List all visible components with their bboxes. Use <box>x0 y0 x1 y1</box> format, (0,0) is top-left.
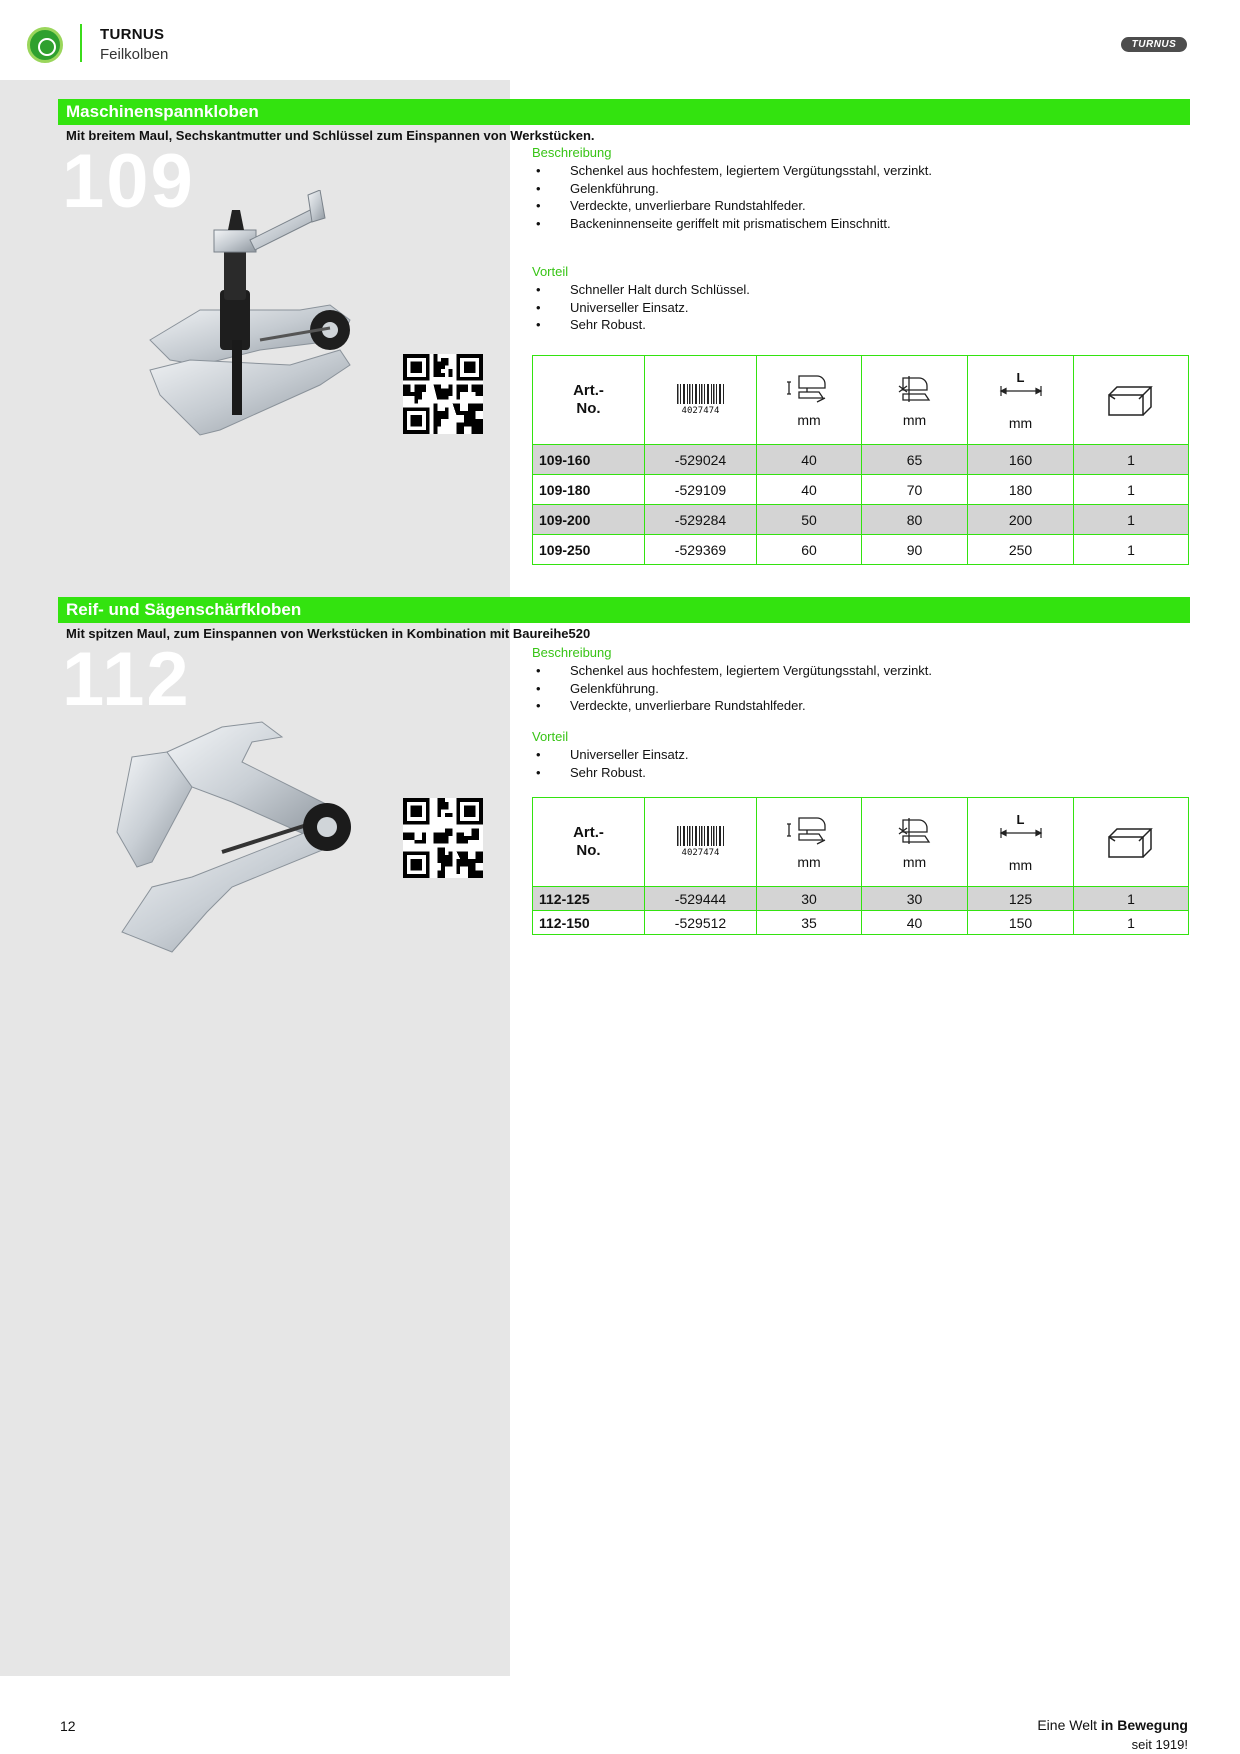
section-tagline: Mit breitem Maul, Sechskantmutter und Schlüssel zum Einspannen von Werkstücken. <box>66 128 595 143</box>
unit-label: mm <box>902 412 927 428</box>
header-package <box>1074 798 1189 887</box>
header-barcode <box>645 356 757 445</box>
table-row: 109-180 -529109 40 70 180 1 <box>533 475 1189 505</box>
section-title-bar: Maschinenspannkloben <box>58 99 1190 125</box>
list-item: • Gelenkführung. <box>536 180 659 196</box>
list-item: • Verdeckte, unverlierbare Rundstahlfeder. <box>536 698 806 713</box>
length-label: L <box>1016 369 1025 385</box>
header-package <box>1074 356 1189 445</box>
unit-label: mm <box>1008 414 1033 431</box>
spec-table-109 <box>532 355 1189 565</box>
jaw-width-icon <box>787 814 831 850</box>
list-item: • Schenkel aus hochfestem, legiertem Vergütungsstahl, verzinkt. <box>536 163 933 178</box>
beschreibung-label: Beschreibung <box>532 645 612 660</box>
section-title-bar: Reif- und Sägenschärfkloben <box>58 597 1190 623</box>
qr-code-icon <box>403 798 483 878</box>
vorteil-list <box>532 746 689 781</box>
beschreibung-list <box>532 662 932 715</box>
series-number: 112 <box>62 637 191 722</box>
header-jaw-depth <box>862 798 968 887</box>
beschreibung-label: Beschreibung <box>532 145 612 160</box>
qr-code-icon <box>403 354 483 434</box>
list-item: • Verdeckte, unverlierbare Rundstahlfeder. <box>536 198 806 213</box>
footer-slogan: Eine Welt in Bewegung <box>1037 1717 1188 1733</box>
series-number: 109 <box>62 139 195 224</box>
list-item: • Universeller Einsatz. <box>536 299 689 315</box>
list-item: • Sehr Robust. <box>536 317 646 332</box>
length-icon <box>999 827 1043 839</box>
unit-label: mm <box>902 854 927 870</box>
header-barcode <box>645 798 757 887</box>
unit-label: mm <box>1008 856 1033 873</box>
header-art-no: Art.- No. <box>533 356 645 445</box>
length-icon <box>999 385 1043 397</box>
list-item: • Gelenkführung. <box>536 680 659 696</box>
brand-badge-logo: TURNUS <box>1121 37 1187 52</box>
table-row: 112-150 -529512 35 40 150 1 <box>533 911 1189 935</box>
header-art-no: Art.- No. <box>533 798 645 887</box>
barcode-prefix: 4027474 <box>681 406 720 416</box>
table-row: 109-200 -529284 50 80 200 1 <box>533 505 1189 535</box>
header-jaw-depth <box>862 356 968 445</box>
spec-table-112 <box>532 797 1189 935</box>
unit-label: mm <box>797 412 821 428</box>
header-divider <box>80 24 82 62</box>
unit-label: mm <box>797 854 821 870</box>
jaw-depth-icon <box>895 814 935 850</box>
table-row: 109-160 -529024 40 65 160 1 <box>533 445 1189 475</box>
list-item: • Sehr Robust. <box>536 764 646 780</box>
header-length <box>968 356 1074 445</box>
product-photo-saw-clamp <box>112 712 392 962</box>
barcode-prefix: 4027474 <box>681 848 720 858</box>
section-tagline: Mit spitzen Maul, zum Einspannen von Werkstücken in Kombination mit Baureihe520 <box>66 626 591 641</box>
table-header-row <box>533 798 1189 887</box>
table-header-row <box>533 356 1189 445</box>
beschreibung-list <box>532 162 932 232</box>
jaw-depth-icon <box>895 372 935 408</box>
product-photo-clamp <box>140 190 380 440</box>
footer-since: seit 1919! <box>1131 1737 1188 1752</box>
header-jaw-width <box>757 356 862 445</box>
brand-name: TURNUS <box>100 26 165 43</box>
table-row: 112-125 -529444 30 30 125 1 <box>533 887 1189 911</box>
list-item: • Schneller Halt durch Schlüssel. <box>536 282 750 297</box>
jaw-width-icon <box>787 372 831 408</box>
vorteil-label: Vorteil <box>532 264 569 279</box>
length-label: L <box>1016 811 1025 827</box>
list-item: • Backeninnenseite geriffelt mit prismatischem Einschnitt. <box>536 215 891 231</box>
list-item: • Universeller Einsatz. <box>536 747 689 762</box>
package-icon <box>1107 383 1155 417</box>
list-item: • Schenkel aus hochfestem, legiertem Vergütungsstahl, verzinkt. <box>536 663 933 678</box>
page-number: 12 <box>60 1718 76 1734</box>
page-subtitle: Feilkolben <box>100 46 169 63</box>
vorteil-label: Vorteil <box>532 729 569 744</box>
package-icon <box>1107 825 1155 859</box>
logo-emblem-icon <box>27 27 63 63</box>
vorteil-list <box>532 281 750 334</box>
header-length <box>968 798 1074 887</box>
table-row: 109-250 -529369 60 90 250 1 <box>533 535 1189 565</box>
header-jaw-width <box>757 798 862 887</box>
